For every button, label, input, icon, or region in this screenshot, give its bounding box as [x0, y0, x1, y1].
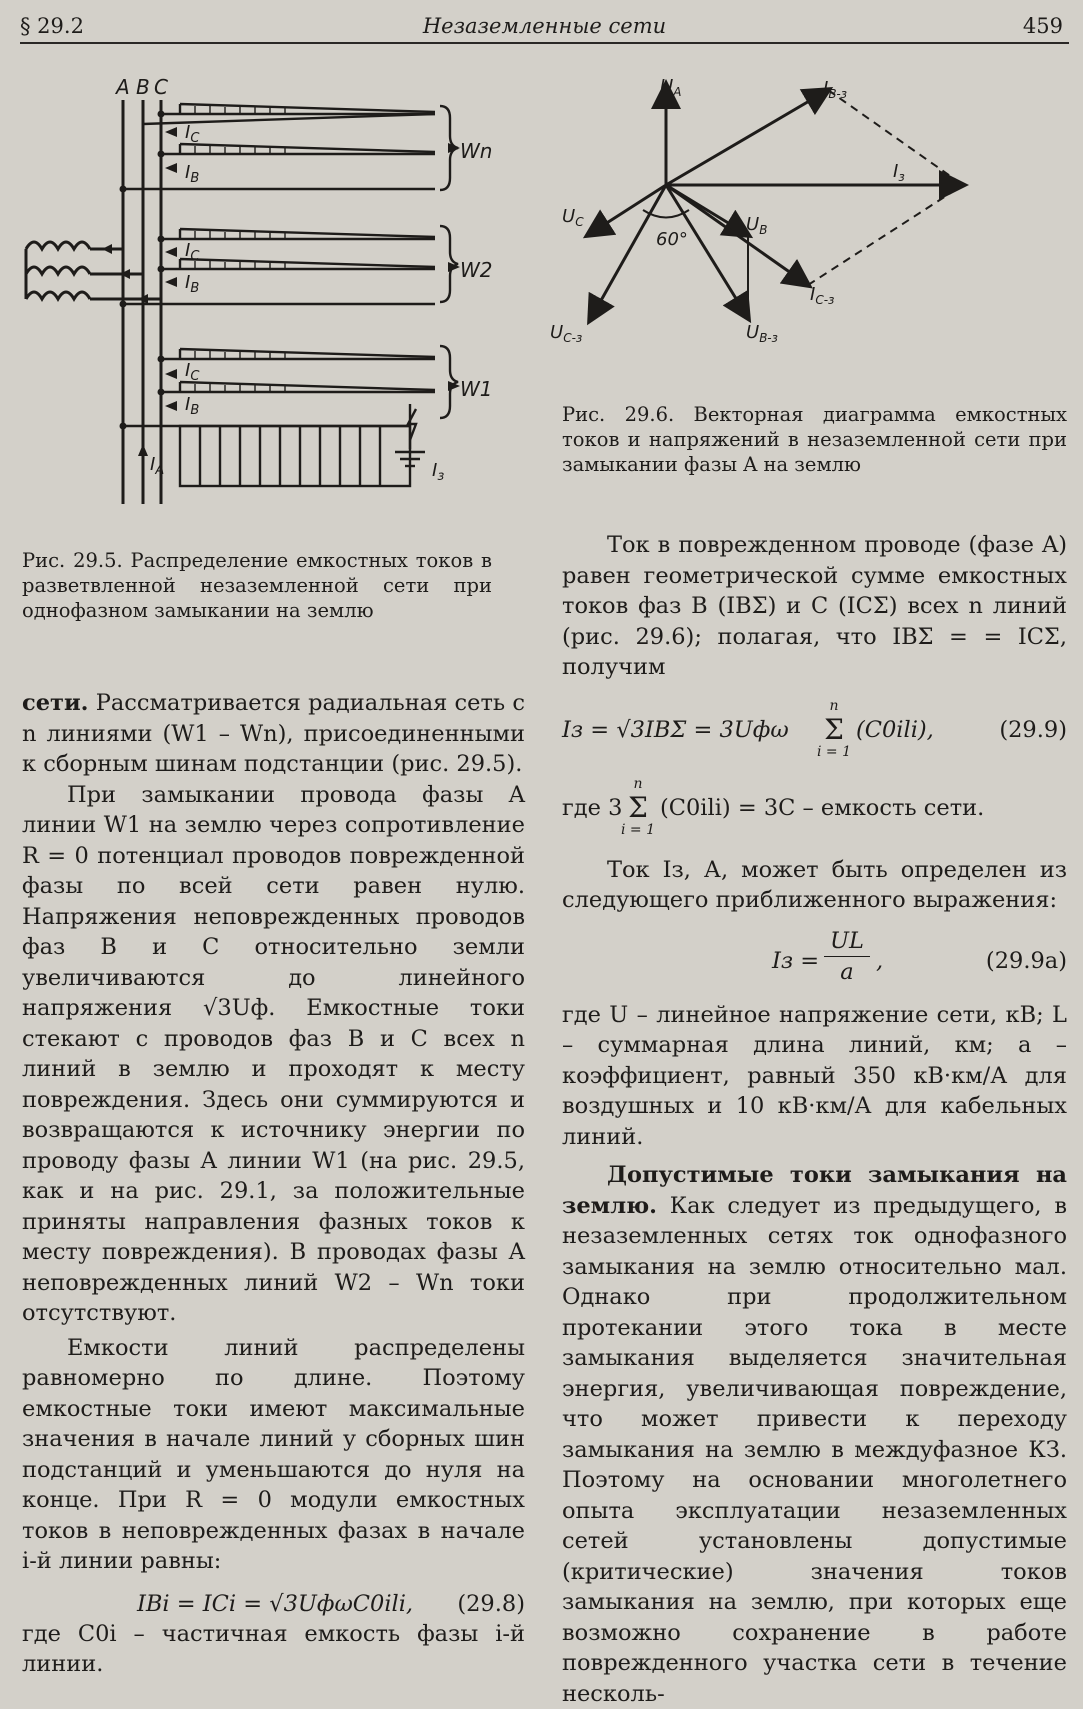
figure-29-5-caption: Рис. 29.5. Распределение емкостных токов в разветвленной незаземленной сети при однофазном замыкании на землю	[22, 549, 492, 622]
bus-label-b: B	[136, 75, 150, 99]
formula-total-capacitance: где 3 Σ n i = 1 (C0ili) = 3C – емкость сети.	[562, 775, 985, 838]
svg-text:UB: $U_B$	[746, 214, 768, 237]
paragraph-fault-current: Ток в поврежденном проводе (фазе A) равен геометрической сумме емкостных токов фаз B (IBΣ) и C (ICΣ) всех n линий (рис. 29.6); полагая, что IBΣ = = ICΣ, получим	[562, 532, 1067, 680]
bus-label-a: A	[116, 75, 130, 99]
paragraph-radial-network: сети. Рассматривается радиальная сеть с n линиями (W1 – Wn), присоединенными к сборным шинам подстанции (рис. 29.5).	[22, 690, 525, 777]
left-column	[22, 688, 525, 1680]
running-title: Незаземленные сети	[422, 14, 667, 38]
svg-text:IC-з: $I_{C-з}$	[810, 284, 835, 307]
formula-29-8: IBi = ICi = √3UфωC0ili, (29.8)	[137, 1590, 525, 1617]
line-label-w2: W2	[460, 258, 493, 282]
paragraph-allowed-currents: Допустимые токи замыкания на землю. Как следует из предыдущего, в незаземленных сетях ток однофазного замыкания на землю относительно мал. Однако при продолжительном протекании этого тока в месте замыкания выделяется значительная энергия, увеличивающая повреждение, что может привести к переходу замыкания на землю в междуфазное КЗ. Поэтому на основании многолетнего опыта эксплуатации незаземленных сетей установлены допустимые (критические) значения токов замыкания на землю, при которых еще возможно сохранение в работе поврежденного участка сети в течение несколь-	[562, 1162, 1067, 1707]
svg-text:UA: $U_A$	[660, 76, 682, 99]
svg-text:IB: $I_B$	[185, 162, 200, 186]
angle-label: 60°	[656, 229, 688, 250]
svg-text:UB-з: $U_{B-з}$	[746, 322, 778, 345]
page-header	[20, 10, 1069, 44]
line-label-wn: Wn	[460, 139, 493, 163]
figure-29-5-circuit	[20, 74, 540, 534]
paragraph-fault-phase-a: При замыкании провода фазы A линии W1 на землю через сопротивление R = 0 потенциал проводов поврежденной фазы по всей сети равен нулю. Напряжения неповрежденных проводов фаз B и C относительно земли увеличиваются до линейного напряжения √3Uф. Емкостные токи стекают с проводов фаз B и C всех n линий в землю и проходят к месту повреждения. Здесь они суммируются и возвращаются к источнику энергии по проводу фазы A линии W1 (на рис. 29.5, как и на рис. 29.1, за положительные приняты направления фазных токов к месту повреждения). В проводах фазы A неповрежденных линий W2 – Wn токи отсутствуют.	[22, 781, 525, 1326]
svg-text:IB: $I_B$	[185, 394, 200, 418]
section-number: § 29.2	[20, 14, 84, 38]
paragraph-approx-current: Ток Iз, А, может быть определен из следующего приближенного выражения:	[562, 856, 1067, 913]
formula-29-9: Iз = √3IBΣ = 3Uфω Σ n i = 1 (C0ili), (29.9)	[562, 697, 1067, 760]
figure-29-6-vector-diagram	[548, 70, 1048, 370]
svg-text:IB-з: $I_{B-з}$	[823, 78, 848, 101]
svg-text:UC-з: $U_{C-з}$	[550, 322, 583, 345]
svg-text:IC: $I_C$	[185, 122, 200, 146]
svg-text:UC: $U_C$	[562, 206, 584, 229]
svg-text:IC: $I_C$	[185, 240, 200, 264]
paragraph-line-capacitance: Емкости линий распределены равномерно по длине. Поэтому емкостные токи имеют максимальные значения в начале линий у сборных шин подстанций и уменьшаются до нуля на конце. При R = 0 модули емкостных токов в неповрежденных фазах в начале i-й линии равны:	[22, 1334, 525, 1574]
right-column	[562, 530, 1067, 1709]
line-label-w1: W1	[460, 377, 493, 401]
svg-text:Iз: $I_з$	[432, 460, 445, 484]
paragraph-partial-capacitance: где C0i – частичная емкость фазы i-й линии.	[22, 1620, 525, 1677]
page-number: 459	[1022, 14, 1063, 38]
svg-text:IA: $I_A$	[150, 454, 165, 478]
svg-text:Iз: $I_з$	[893, 161, 905, 184]
svg-text:IC: $I_C$	[185, 360, 200, 384]
formula-29-9a: Iз = $\frac{UL}{a}$ , (29.9а)	[772, 927, 1067, 985]
bus-label-c: C	[154, 75, 168, 99]
figure-29-6-caption: Рис. 29.6. Векторная диаграмма емкостных токов и напряжений в незаземленной сети при замыкании фазы A на землю	[562, 403, 1067, 476]
svg-text:IB: $I_B$	[185, 272, 200, 296]
paragraph-symbols: где U – линейное напряжение сети, кВ; L – суммарная длина линий, км; a – коэффициент, равный 350 кВ·км/А для воздушных и 10 кВ·км/А для кабельных линий.	[562, 1001, 1067, 1150]
